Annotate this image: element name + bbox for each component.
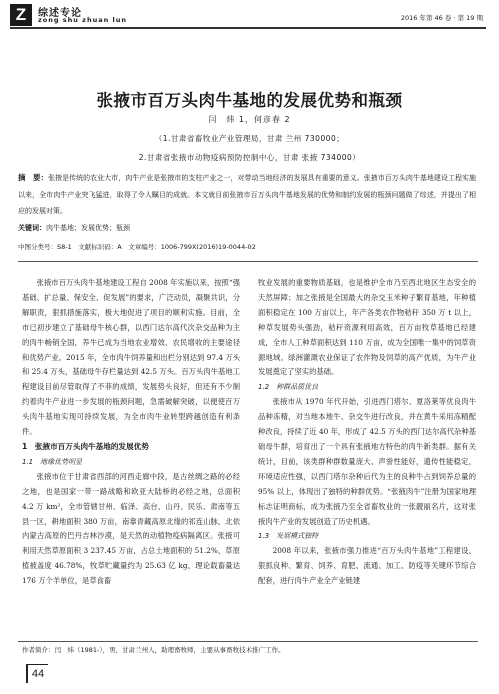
classification-info: 中图分类号：S8-1 文献标识码：A 文章编号：1006-799X(2016)19-0044-02 bbox=[18, 243, 256, 251]
page-number: 44 bbox=[26, 664, 48, 683]
abstract-text: 张掖是传统的农业大市，肉牛产业是张掖市的支柱产业之一，对带动当地经济的发展具有重要的意义。张掖市百万头肉牛基地建设工程实施以来，全市肉牛产业突飞猛进，取得了令人瞩目的成就。本文就目前张掖市百万头肉牛基地发展的优势和制约发展的瓶颈问题做了综述，并提出了相应的发展对策。 bbox=[18, 174, 476, 215]
keywords bbox=[18, 223, 476, 233]
paper-authors: 闫 炜 1，何彦春 2 bbox=[208, 115, 291, 124]
footnote-divider bbox=[18, 641, 478, 642]
subsection-heading: 1.1 地缘优势明显 bbox=[22, 457, 83, 466]
paper-title: 张掖市百万头肉牛基地的发展优势和瓶颈 bbox=[96, 91, 403, 110]
journal-section-pinyin: zong shu zhuan lun bbox=[38, 16, 127, 24]
header-divider bbox=[10, 27, 486, 29]
author-note: 作者简介：闫 炜（1981-），男，甘肃兰州人，助理畜牧师，主要从事畜牧技术推广工作。 bbox=[22, 646, 285, 654]
affiliation-2: 2.甘肃省张掖市动物疫病预防控制中心，甘肃 张掖 734000） bbox=[138, 153, 361, 162]
body-right-column bbox=[258, 276, 476, 589]
keywords-label: 关键词： bbox=[18, 224, 46, 232]
journal-section-title: 综述专论 bbox=[38, 8, 82, 19]
body-paragraph: 张掖市百万头肉牛基地建设工程自 2008 年实施以来，按照“强基础、扩总量、保安全、促发展”的要求，广泛动员，凝聚共识，分解职责，狠抓措施落实，极大地促进了项目的顺利实施。目前，全市已初步建立了基础母牛核心群，以西门达尔高代次杂交品种为主的肉牛畅销全国，养牛已成为当地农业增效、农民增收的主要途径和优势产业。2015 年，全市肉牛饲养量和出栏分别达到 97.4 万头和 25.4 万头，基础母牛存栏量达到 42.5 万头。百万头肉牛基地工程建设目前尽管取得了不菲的成绩，发展势头良好，但还有不少制约着肉牛产业进一步发展的瓶颈问题，急需破解突破，以便使百万头肉牛基地实现可持续发展，为全市肉牛业转型跨越创造有利条件。 bbox=[22, 278, 240, 437]
body-paragraph: 张掖市位于甘肃省西部的河西走廊中段，是古丝绸之路的必经之地，也是国家一带一路战略和欧亚大陆桥的必经之地，总面积 4.2 万 km²，全市管辖甘州、临泽、高台、山丹、民乐、肃南等五县一区，耕地面积 380 万亩，南靠青藏高原北缘的祁连山脉，北依内蒙古高原的巴丹吉林沙漠，是天然的动植物疫病隔离区。张掖可利用天然草原面积 3 237.45 万亩，占总土地面积的 51.2%，草原植被盖度 46.78%，牧草贮藏量约为 25.63 亿 kg，理论载畜量达 176 万个羊单位，是草食畜 bbox=[22, 471, 240, 586]
subsection-heading: 1.2 种群品质优良 bbox=[258, 383, 319, 392]
body-paragraph: 牧业发展的重要物质基础，也是维护全市乃至西北地区生态安全的天然屏障；加之张掖是全国最大的杂交玉米种子繁育基地，年种植面积稳定在 100 万亩以上，年产各类农作物秸秆 350 万 t 以上，种草发展势头强劲，秸秆资源利用高效，百万亩牧草基地已经建成，全市人工种草面积达到 110 万亩，成为全国唯一集中的饲草资源地域。绿洲灌溉农业保证了农作物及饲草的高产优质，为牛产业发展奠定了坚实的基础。 bbox=[258, 278, 476, 377]
journal-logo: Z bbox=[10, 4, 32, 26]
body-paragraph: 张掖市从 1970 年代开始，引进西门塔尔、夏洛莱等优良肉牛品种冻精，对当地本地牛、杂交牛进行改良，并在黄牛采用冻精配种改良，持续了近 40 年，形成了 42.5 万头的西门达尔高代杂种基础母牛群，培育出了一个具有张掖地方特色的肉牛新类群。据有关统计，目前，该类群种群数量庞大、声誉性能好，遗传性能稳定，环境适应性强，以西门塔尔杂种后代为主的良种牛占到饲养总量的 95% 以上，体现出了独特的种群优势。“张掖肉牛”注册为国家地理标志证明商标，成为张掖乃至全省畜牧业的一张靓丽名片，这对张掖肉牛产业的发展创造了历史机遇。 bbox=[258, 397, 476, 526]
abstract bbox=[18, 170, 476, 220]
issue-info: 2016 年第 46 卷 · 第 19 期 bbox=[400, 14, 483, 22]
keywords-text: 肉牛基地；发展优势；瓶颈 bbox=[46, 224, 130, 232]
abstract-label: 摘 要： bbox=[18, 173, 49, 182]
body-paragraph: 2008 年以来，张掖市强力推进“百万头肉牛基地”工程建设，狠抓良种、繁育、饲养、育肥、流通、加工、防疫等关键环节综合配套，进行肉牛产业全产业链建 bbox=[258, 546, 476, 586]
subsection-heading: 1.3 发展模式独特 bbox=[258, 532, 319, 541]
abstract-divider bbox=[18, 261, 478, 262]
body-left-column bbox=[22, 276, 240, 589]
affiliation-1: （1.甘肃省畜牧业产业管理局，甘肃 兰州 730000； bbox=[154, 134, 345, 143]
section-heading: 1 张掖市百万头肉牛基地的发展优势 bbox=[22, 441, 149, 451]
